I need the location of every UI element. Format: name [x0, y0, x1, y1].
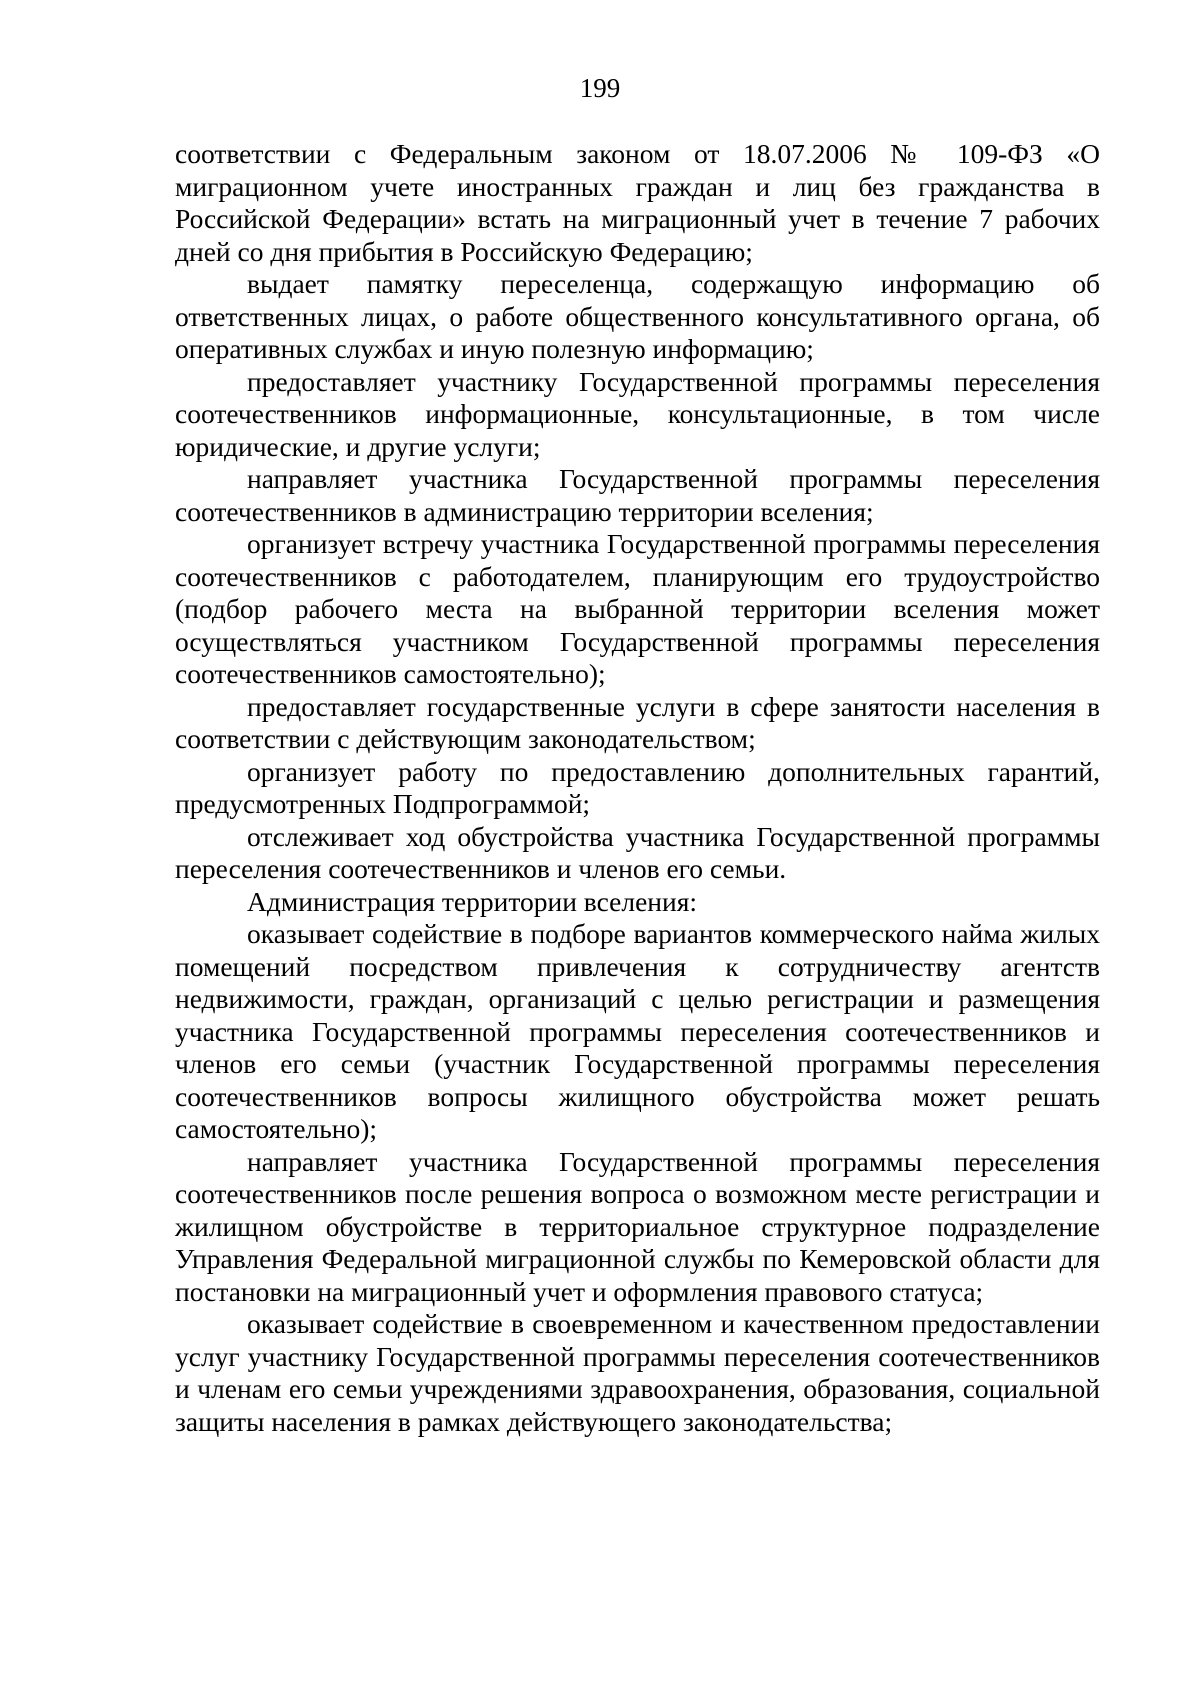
body-text — [175, 138, 1100, 1438]
page-number: 199 — [579, 73, 621, 103]
paragraph-employer-meeting: организует встречу участника Государственной программы переселения соотечественников с работодателем, планирующим его трудоустройство (подбор рабочего места на выбранной территории вселения может осуществляться участником Государственной программы переселения соотечественников самостоятельно); — [175, 528, 1100, 689]
paragraph-employment-services: предоставляет государственные услуги в сфере занятости населения в соответствии с действующим законодательством; — [175, 690, 1100, 754]
paragraph-direction: направляет участника Государственной программы переселения соотечественников в администрацию территории вселения; — [175, 463, 1100, 527]
paragraph-monitoring: отслеживает ход обустройства участника Государственной программы переселения соотечественников и членов его семьи. — [175, 820, 1100, 884]
paragraph-administration-heading: Администрация территории вселения: — [247, 885, 698, 917]
paragraph-social-services: оказывает содействие в своевременном и качественном предоставлении услуг участнику Государственной программы переселения соотечественников и членам его семьи учреждениями здравоохранения, образования, социальной защиты населения в рамках действующего законодательства; — [175, 1308, 1100, 1437]
paragraph-registration: направляет участника Государственной программы переселения соотечественников после решения вопроса о возможном месте регистрации и жилищном обустройстве в территориальное структурное подразделение Управления Федеральной миграционной службы по Кемеровской области для постановки на миграционный учет и оформления правового статуса; — [175, 1145, 1100, 1307]
paragraph-continuation: соответствии с Федеральным законом от 18.07.2006 № 109-ФЗ «О миграционном учете иностранных граждан и лиц без гражданства в Российской Федерации» встать на миграционный учет в течение 7 рабочих дней со дня прибытия в Российскую Федерацию; — [175, 138, 1100, 267]
paragraph-memo: выдает памятку переселенца, содержащую информацию об ответственных лицах, о работе общественного консультативного органа, об оперативных службах и иную полезную информацию; — [175, 268, 1100, 364]
paragraph-housing: оказывает содействие в подборе вариантов коммерческого найма жилых помещений посредством привлечения к сотрудничеству агентств недвижимости, граждан, организаций с целью регистрации и размещения участника Государственной программы переселения соотечественников и членов его семьи (участник Государственной программы переселения соотечественников вопросы жилищного обустройства может решать самостоятельно); — [175, 918, 1100, 1144]
paragraph-services: предоставляет участнику Государственной программы переселения соотечественников информационные, консультационные, в том числе юридические, и другие услуги; — [175, 365, 1100, 462]
paragraph-guarantees: организует работу по предоставлению дополнительных гарантий, предусмотренных Подпрограммой; — [175, 755, 1100, 819]
